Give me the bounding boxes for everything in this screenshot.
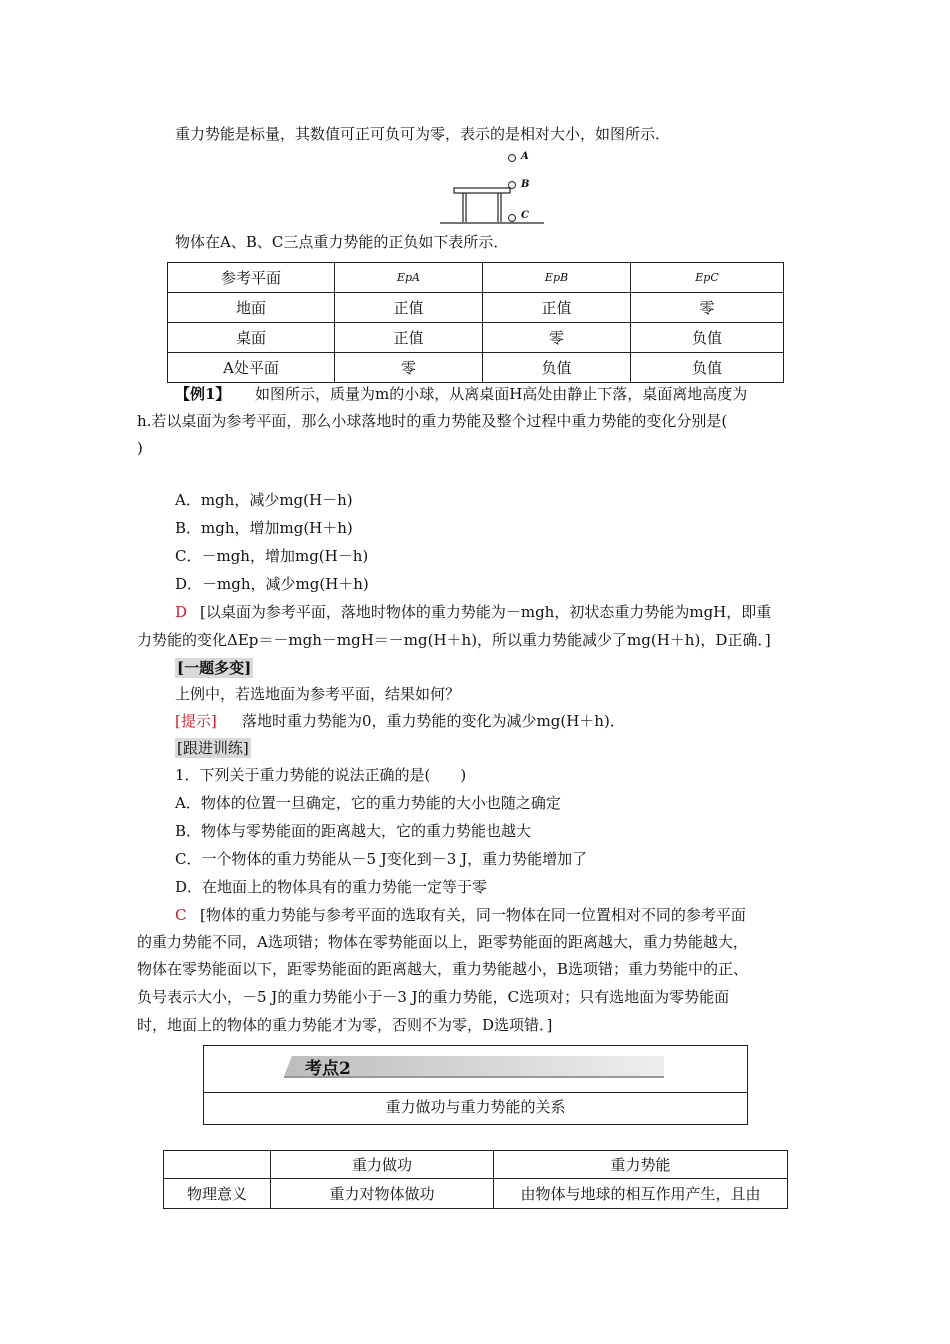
- training-answer-line: [物体的重力势能与参考平面的选取有关，同一物体在同一位置相对不同的参考平面: [200, 906, 746, 924]
- table-figure: [438, 148, 548, 228]
- header-cell: EpB: [483, 263, 631, 293]
- table-header-row: [164, 1151, 788, 1179]
- training-answer-letter: C: [175, 906, 187, 924]
- work-vs-potential-table: [163, 1150, 788, 1209]
- label-c: C: [521, 210, 529, 221]
- table-cell: 由物体与地球的相互作用产生，且由: [494, 1179, 788, 1209]
- table-cell: 负值: [631, 353, 784, 383]
- header-cell: [164, 1151, 271, 1179]
- training-answer-line: 物体在零势能面以下，距零势能面的距离越大，重力势能越小，B选项错；重力势能中的正、: [137, 960, 749, 978]
- training-tag-label: [跟进训练]: [177, 739, 249, 757]
- answer-line-1: [以桌面为参考平面，落地时物体的重力势能为－mgh，初状态重力势能为mgH，即重: [200, 603, 772, 621]
- header-cell: EpC: [631, 263, 784, 293]
- table-cell: 零: [335, 353, 483, 383]
- example-tag: 【例1】: [175, 385, 231, 403]
- header-cell: 重力做功: [271, 1151, 494, 1179]
- table-cell: 零: [631, 293, 784, 323]
- answer-letter: D: [175, 603, 188, 621]
- training-option-d: D．在地面上的物体具有的重力势能一定等于零: [175, 878, 488, 896]
- table-cell: 零: [483, 323, 631, 353]
- answer-line-2: 力势能的变化ΔEp＝－mgh－mgH＝－mg(H＋h)，所以重力势能减少了mg(H＋h)，D正确．]: [137, 631, 771, 649]
- table-cell: 正值: [483, 293, 631, 323]
- training-question: 1．下列关于重力势能的说法正确的是( ): [175, 766, 467, 784]
- training-option-c: C．一个物体的重力势能从－5 J变化到－3 J，重力势能增加了: [175, 850, 588, 868]
- variant-question: 上例中，若选地面为参考平面，结果如何？: [175, 685, 461, 703]
- option-a: A．mgh，减少mg(H－h): [175, 491, 353, 509]
- hint-text: 落地时重力势能为0，重力势能的变化为减少mg(H＋h)．: [242, 712, 625, 730]
- hint-tag: [提示]: [175, 712, 217, 730]
- kaodian-badge: 考点2: [305, 1059, 351, 1079]
- table-cell: 负值: [631, 323, 784, 353]
- desk-shape: [454, 188, 510, 222]
- label-a: A: [521, 151, 529, 162]
- kaodian-box: [203, 1045, 748, 1125]
- example-line-2: h.若以桌面为参考平面，那么小球落地时的重力势能及整个过程中重力势能的变化分别是(: [137, 412, 728, 430]
- header-cell: 参考平面: [168, 263, 335, 293]
- table-row: [168, 323, 784, 353]
- table-cell: 桌面: [168, 323, 335, 353]
- training-answer-line: 的重力势能不同，A选项错；物体在零势能面以上，距零势能面的距离越大，重力势能越大，: [137, 933, 748, 951]
- label-b: B: [521, 179, 530, 190]
- table-cell: 地面: [168, 293, 335, 323]
- training-option-a: A．物体的位置一旦确定，它的重力势能的大小也随之确定: [175, 794, 561, 812]
- table-cell: 正值: [335, 323, 483, 353]
- table-cell: 物理意义: [164, 1179, 271, 1209]
- training-tag: [175, 738, 251, 758]
- table-intro-text: 物体在A、B、C三点重力势能的正负如下表所示．: [175, 233, 509, 251]
- variant-tag: [175, 658, 253, 678]
- table-row: [168, 293, 784, 323]
- kaodian-divider: [204, 1092, 747, 1093]
- table-cell: 正值: [335, 293, 483, 323]
- example-line-3: ): [137, 439, 143, 457]
- table-header-row: [168, 263, 784, 293]
- intro-text: 重力势能是标量，其数值可正可负可为零，表示的是相对大小，如图所示．: [175, 125, 671, 143]
- header-cell: EpA: [335, 263, 483, 293]
- table-cell: 负值: [483, 353, 631, 383]
- table-row: [164, 1179, 788, 1209]
- point-c-marker: [509, 215, 516, 222]
- training-answer-line: 时，地面上的物体的重力势能才为零，否则不为零，D选项错．]: [137, 1016, 553, 1034]
- kaodian-title: 重力做功与重力势能的关系: [385, 1098, 566, 1116]
- potential-sign-table: [167, 262, 784, 383]
- table-row: [168, 353, 784, 383]
- option-c: C．－mgh，增加mg(H－h): [175, 547, 369, 565]
- header-cell: 重力势能: [494, 1151, 788, 1179]
- variant-tag-label: [一题多变]: [177, 659, 252, 677]
- table-cell: A处平面: [168, 353, 335, 383]
- example-line-1: 如图所示，质量为m的小球，从离桌面H高处由静止下落，桌面离地高度为: [255, 385, 748, 403]
- option-b: B．mgh，增加mg(H＋h): [175, 519, 353, 537]
- option-d: D．－mgh，减少mg(H＋h): [175, 575, 369, 593]
- training-option-b: B．物体与零势能面的距离越大，它的重力势能也越大: [175, 822, 532, 840]
- training-answer-line: 负号表示大小，－5 J的重力势能小于－3 J的重力势能，C选项对；只有选地面为零势能面: [137, 988, 730, 1006]
- point-a-marker: [509, 155, 516, 162]
- table-cell: 重力对物体做功: [271, 1179, 494, 1209]
